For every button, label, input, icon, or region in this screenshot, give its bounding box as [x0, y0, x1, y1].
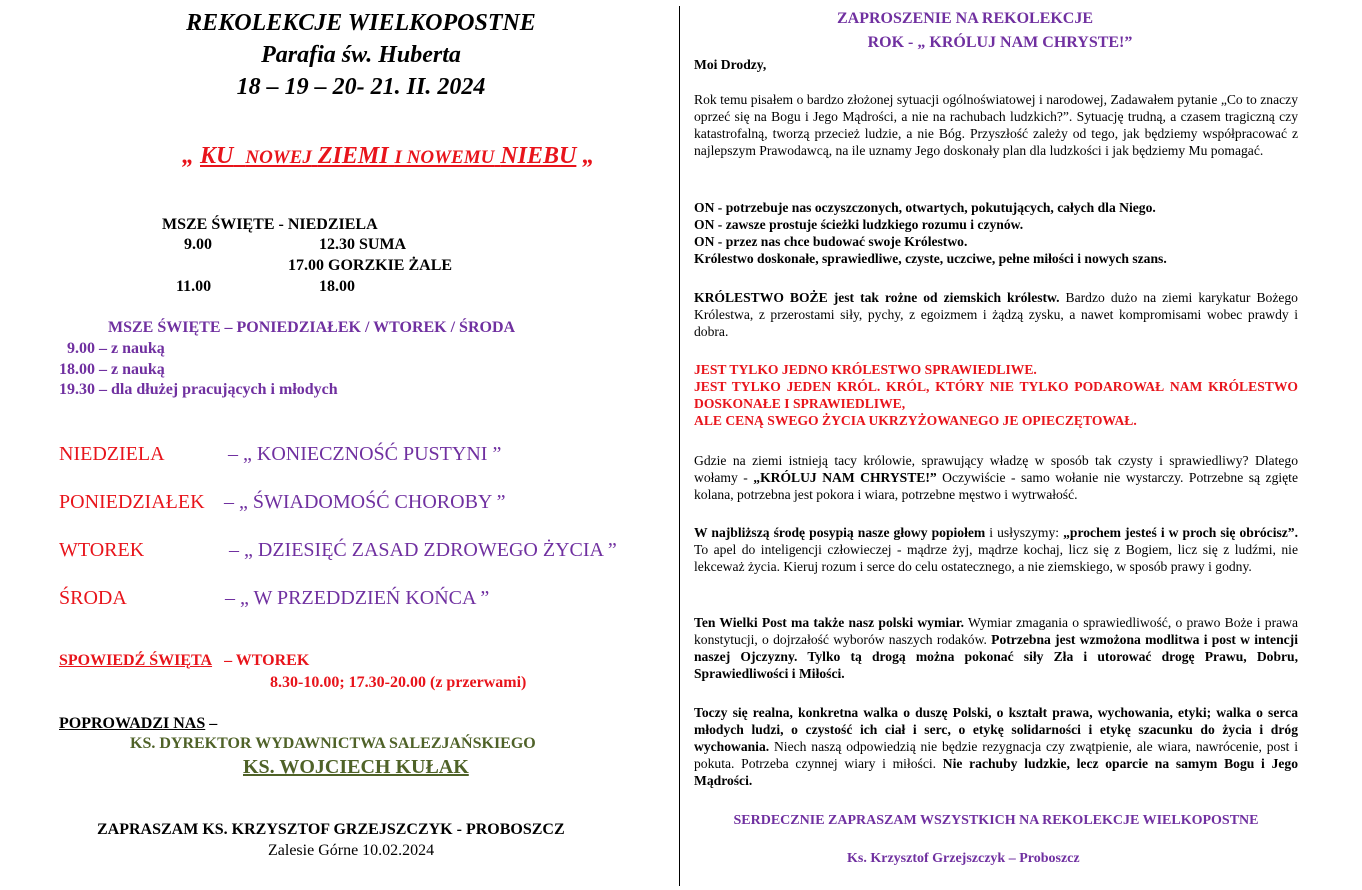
- retreat-dates: 18 – 19 – 20- 21. II. 2024: [236, 74, 486, 100]
- page-title: REKOLEKCJE WIELKOPOSTNE: [186, 10, 536, 36]
- letter-paragraph: KRÓLESTWO BOŻE jest tak rożne od ziemskich królestw. Bardzo dużo na ziemi karykatur Bożego Królestwa, z przerostami siły, pychy, z egoizmem i żądzą zysku, a nawet kompromisami wobec prawdy i dobra.: [694, 290, 1298, 339]
- on-statements: ON - potrzebuje nas oczyszczonych, otwartych, pokutujących, całych dla Niego. ON - zawsze prostuje ścieżki ludzkiego rozumu i czynów. ON - przez nas chce budować swoje Królestwo. Królestwo doskonałe, sprawiedliwe, czyste, uczciwe, pełne miłości i nowych szans.: [694, 200, 1167, 266]
- sunday-mass-time: 9.00: [184, 236, 212, 253]
- weekday-mass-line: 19.30 – dla dłużej pracujących i młodych: [59, 381, 338, 398]
- day-name: ŚRODA: [59, 587, 127, 609]
- weekday-mass-line: 9.00 – z nauką: [67, 340, 165, 357]
- signature: Ks. Krzysztof Grzejszczyk – Proboszcz: [847, 851, 1080, 866]
- sunday-mass-time: 17.00 GORZKIE ŻALE: [288, 257, 453, 274]
- year-motto: ROK - „ KRÓLUJ NAM CHRYSTE!”: [867, 34, 1133, 51]
- letter-paragraph: W najbliższą środę posypią nasze głowy popiołem i usłyszymy: „prochem jesteś i w proch się obrócisz”. To apel do inteligencji człowieczej - mądrze żyj, mądrze kochaj, licz się z Bogiem, licz się z ludźmi, nie lekceważ życia. Kieruj rozum i serce do celu ostatecznego, a nie ziemskiego, w sposób prawy i godny.: [694, 525, 1298, 574]
- confession-label: SPOWIEDŹ ŚWIĘTA: [59, 652, 213, 669]
- leader-label: POPROWADZI NAS: [59, 715, 206, 732]
- day-name: PONIEDZIAŁEK: [59, 491, 205, 513]
- day-topic: – „ DZIESIĘĆ ZASAD ZDROWEGO ŻYCIA ”: [229, 539, 617, 561]
- letter-header: ZAPROSZENIE NA REKOLEKCJE: [836, 10, 1094, 27]
- day-name: NIEDZIELA: [59, 443, 165, 465]
- leader-line: POPROWADZI NAS –: [59, 715, 218, 732]
- letter-greeting: Moi Drodzy,: [694, 57, 767, 72]
- leader-role: KS. DYREKTOR WYDAWNICTWA SALEZJAŃSKIEGO: [130, 735, 536, 752]
- confession-hours: 8.30-10.00; 17.30-20.00 (z przerwami): [270, 674, 527, 691]
- weekday-masses-heading: MSZE ŚWIĘTE – PONIEDZIAŁEK / WTOREK / ŚRODA: [108, 319, 516, 336]
- closing-invitation: SERDECZNIE ZAPRASZAM WSZYSTKICH NA REKOLEKCJE WIELKOPOSTNE: [733, 813, 1259, 828]
- kingdom-statement: JEST TYLKO JEDNO KRÓLESTWO SPRAWIEDLIWE. JEST TYLKO JEDEN KRÓL. KRÓL, KTÓRY NIE TYLKO PODAROWAŁ NAM KRÓLESTWO DOSKONAŁE I SPRAWIEDLIWE, ALE CENĄ SWEGO ŻYCIA UKRZYŻOWANEGO JE OPIECZĘTOWAŁ.: [694, 362, 1298, 428]
- place-date: Zalesie Górne 10.02.2024: [268, 842, 435, 859]
- pastor-invitation: ZAPRASZAM KS. KRZYSZTOF GRZEJSZCZYK - PROBOSZCZ: [97, 821, 565, 838]
- letter-paragraph: Toczy się realna, konkretna walka o duszę Polski, o kształt prawa, wychowania, etyki; walka o serca młodych ludzi, o czystość ich ciał i serc, o etykę solidarności i etykę szacunku do życia i dróg wychowania. Niech naszą odpowiedzią nie będzie rezygnacja czy zwątpienie, ale wiara, nawrócenie, post i pokuta. Potrzeba czynnej wiary i miłości. Nie rachuby ludzkie, lecz oparcie na samym Bogu i Jego Mądrości.: [694, 705, 1298, 788]
- retreat-motto: [182, 143, 594, 170]
- leader-name: KS. WOJCIECH KUŁAK: [243, 756, 469, 778]
- sunday-mass-time: 12.30 SUMA: [319, 236, 407, 253]
- column-divider: [679, 6, 680, 886]
- day-name: WTOREK: [59, 539, 145, 561]
- motto-quote-open: „: [182, 143, 194, 169]
- sunday-mass-time: 18.00: [319, 278, 355, 295]
- letter-paragraph: Gdzie na ziemi istnieją tacy królowie, sprawujący władzę w sposób tak czysty i sprawiedliwy? Dlatego wołamy - „KRÓLUJ NAM CHRYSTE!” Oczywiście - samo wołanie nie wystarczy. Potrzebne są zgięte kolana, potrzebna jest pokora i wiara, potrzebne męstwo i wytrwałość.: [694, 453, 1298, 502]
- sunday-masses-heading: MSZE ŚWIĘTE - NIEDZIELA: [162, 216, 378, 233]
- confession-day: – WTOREK: [224, 652, 310, 669]
- sunday-mass-time: 11.00: [176, 278, 212, 295]
- motto-quote-close: „: [582, 143, 595, 169]
- motto-text: KU NOWEJ ZIEMI I NOWEMU NIEBU: [200, 143, 577, 169]
- day-topic: – „ ŚWIADOMOŚĆ CHOROBY ”: [224, 491, 506, 513]
- weekday-mass-line: 18.00 – z nauką: [59, 361, 165, 378]
- letter-paragraph: Ten Wielki Post ma także nasz polski wymiar. Wymiar zmagania o sprawiedliwość, o prawo Boże i prawa konstytucji, o dojrzałość wyborów naszych rodaków. Potrzebna jest wzmożona modlitwa i post w intencji naszej Ojczyzny. Tylko tą drogą można pokonać siły Zła i utorować drogę Prawu, Dobru, Sprawiedliwości i Miłości.: [694, 615, 1298, 681]
- parish-name: Parafia św. Huberta: [261, 42, 461, 68]
- confession-line: [59, 652, 309, 670]
- letter-paragraph: Rok temu pisałem o bardzo złożonej sytuacji ogólnoświatowej i narodowej, Zadawałem pytanie „Co to znaczy oprzeć się na Bogu i Jego Mądrości, a nie na rachubach ludzkich?”. Sytuację trudną, a czasem tragiczną czy katastrofalną, tworzą przecież ludzie, a nie Bóg. Przyszłość zależy od tego, jak będziemy współpracować z najlepszym Prawodawcą, na ile uznamy Jego doskonały plan dla ludzkości i jak będziemy Mu pomagać.: [694, 92, 1298, 158]
- day-topic: – „ W PRZEDDZIEŃ KOŃCA ”: [225, 587, 490, 609]
- day-topic: – „ KONIECZNOŚĆ PUSTYNI ”: [228, 443, 502, 465]
